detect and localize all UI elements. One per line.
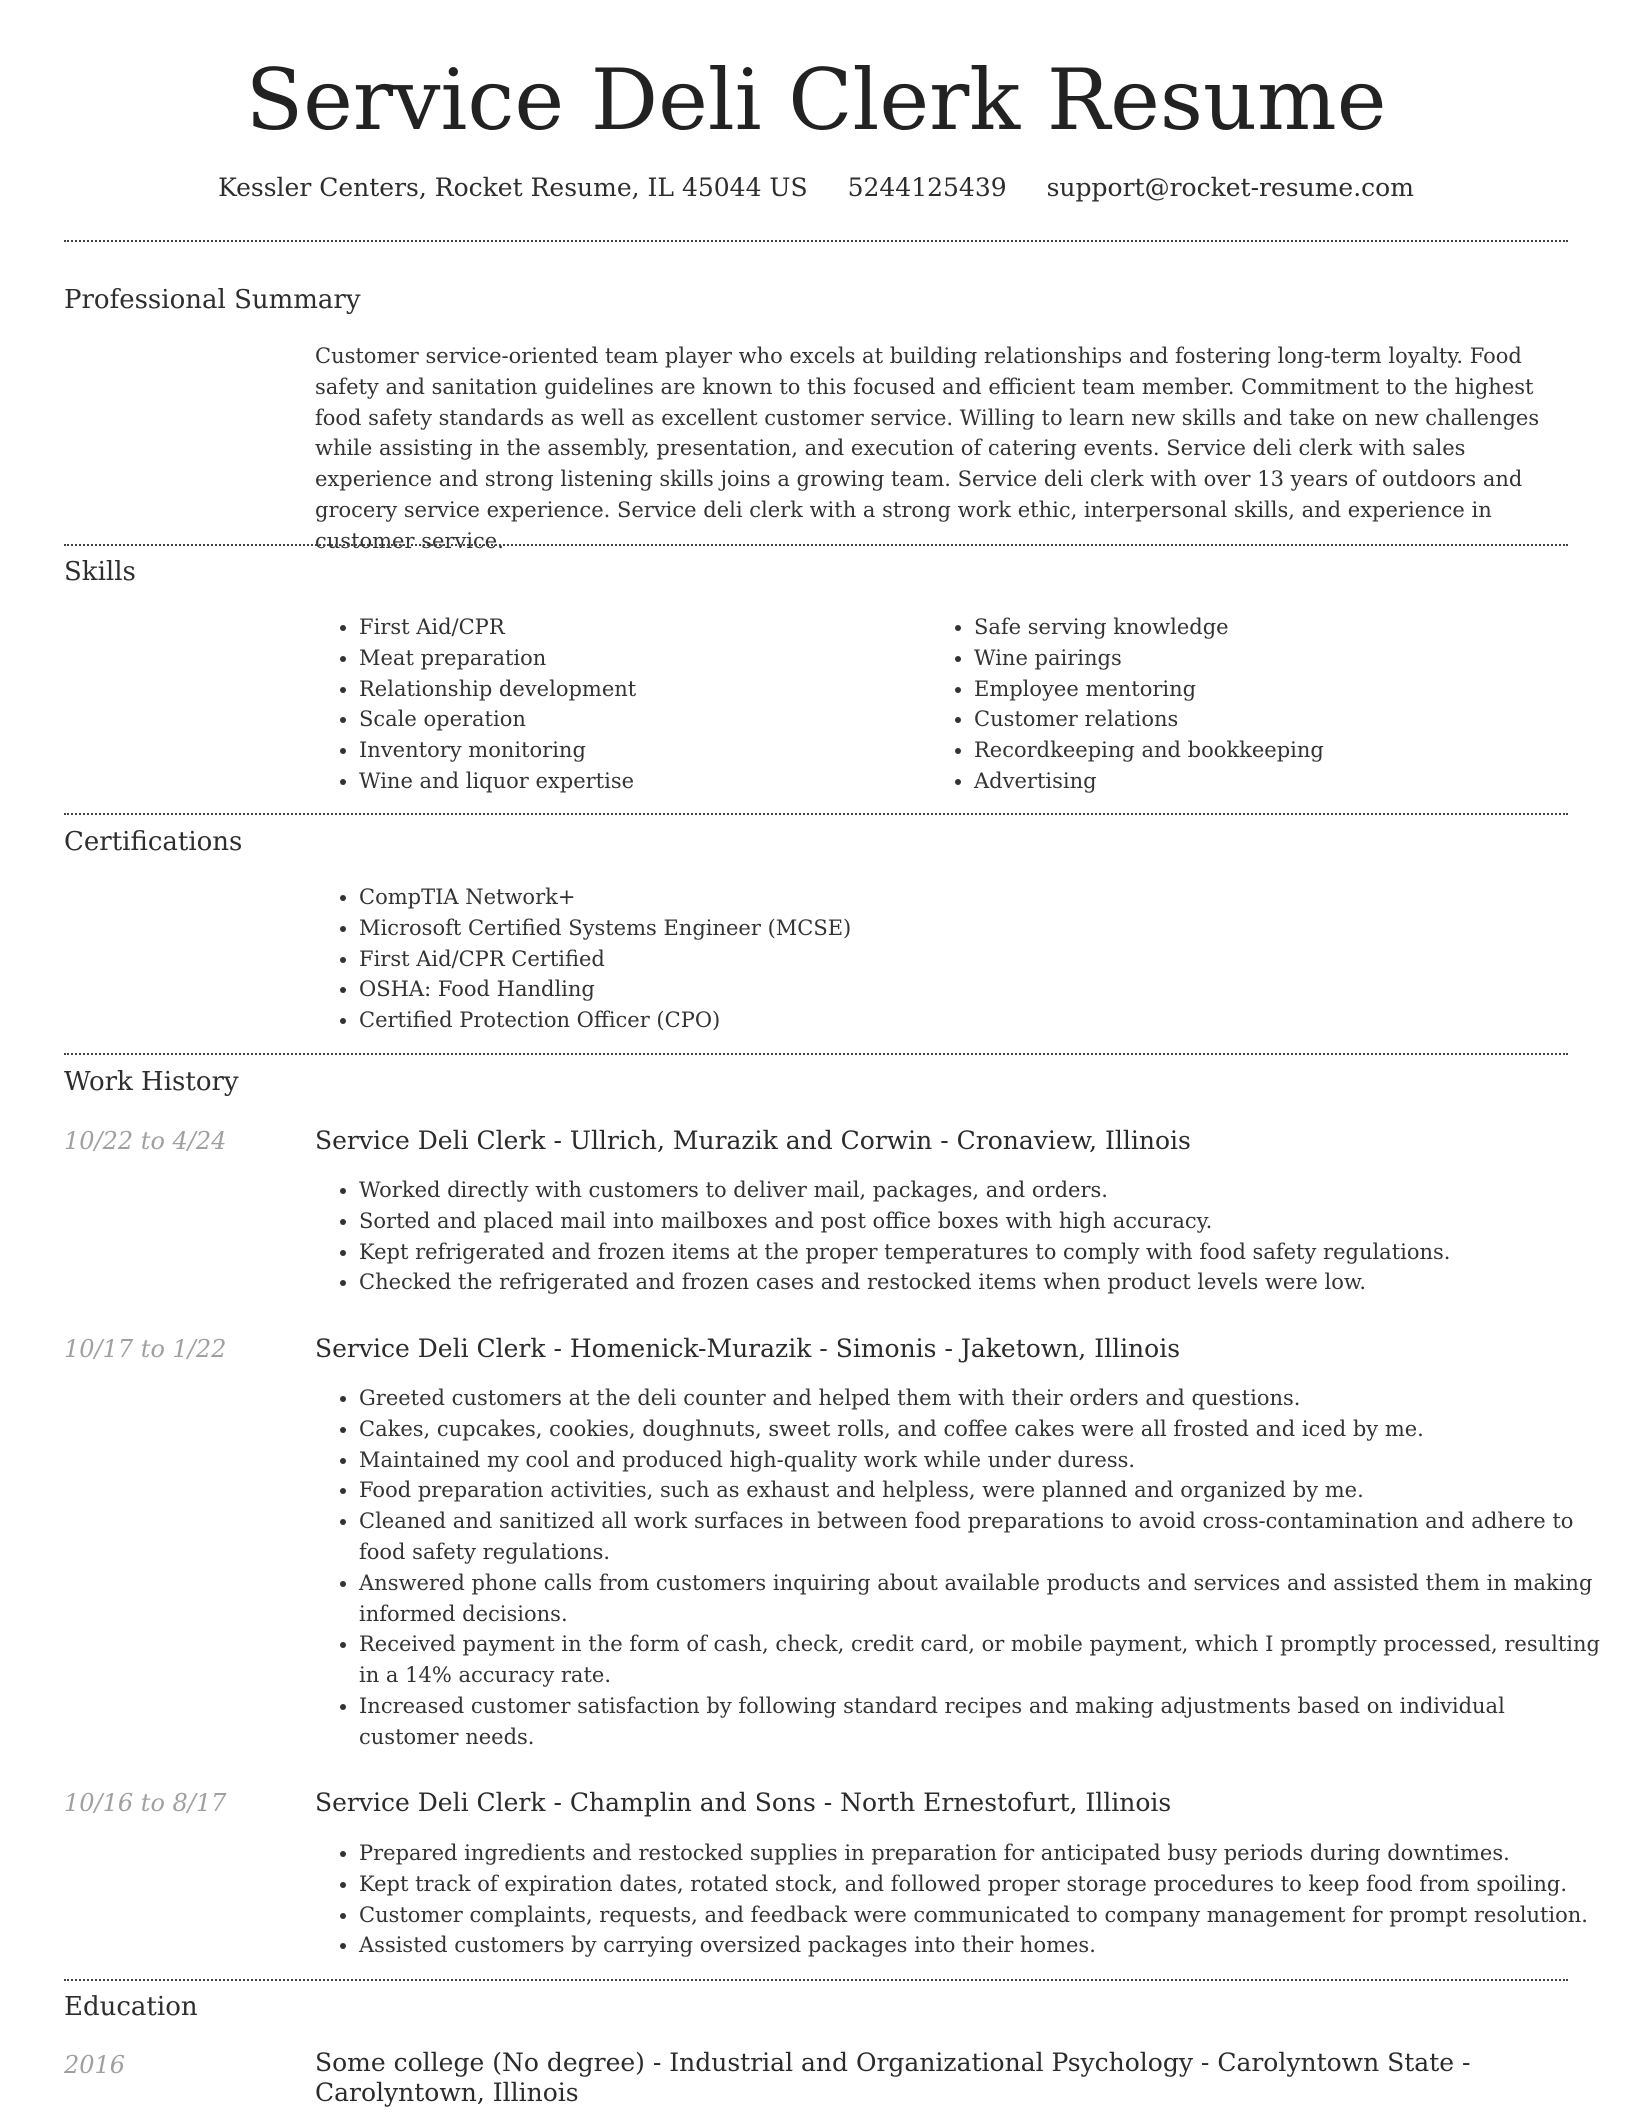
contact-phone: 5244125439 xyxy=(847,173,1007,202)
job-bullet: • Prepared ingredients and restocked supplies in preparation for anticipated busy periods during downtimes. xyxy=(359,1838,1603,1869)
skills-list-right xyxy=(930,612,1574,797)
job-bullet: • Received payment in the form of cash, check, credit card, or mobile payment, which I promptly processed, resulting in a 14% accuracy rate. xyxy=(359,1629,1603,1691)
job-bullet: • Assisted customers by carrying oversized packages into their homes. xyxy=(359,1930,1603,1961)
job-title: Service Deli Clerk - Ullrich, Murazik and Corwin - Cronaview, Illinois xyxy=(315,1126,1191,1155)
certification-item: • Certified Protection Officer (CPO) xyxy=(359,1005,1559,1036)
job-bullet: • Worked directly with customers to deliver mail, packages, and orders. xyxy=(359,1175,1603,1206)
section-divider xyxy=(64,813,1568,815)
job-bullet: • Kept refrigerated and frozen items at the proper temperatures to comply with food safety regulations. xyxy=(359,1237,1603,1268)
skill-item: • Wine and liquor expertise xyxy=(359,766,919,797)
skill-item: • Employee mentoring xyxy=(974,674,1574,705)
contact-email: support@rocket-resume.com xyxy=(1046,173,1414,202)
skill-item: • First Aid/CPR xyxy=(359,612,919,643)
section-divider xyxy=(64,1979,1568,1981)
skill-item: • Scale operation xyxy=(359,704,919,735)
contact-line xyxy=(0,170,1632,206)
certification-item: • OSHA: Food Handling xyxy=(359,974,1559,1005)
resume-title: Service Deli Clerk Resume xyxy=(245,51,1387,149)
job-bullet: • Checked the refrigerated and frozen cases and restocked items when product levels were low. xyxy=(359,1267,1603,1298)
certification-item: • CompTIA Network+ xyxy=(359,882,1559,913)
summary-heading: Professional Summary xyxy=(64,285,361,315)
section-divider xyxy=(64,1053,1568,1055)
job-bullet: • Food preparation activities, such as exhaust and helpless, were planned and organized by me. xyxy=(359,1475,1603,1506)
certifications-heading: Certifications xyxy=(64,827,243,857)
contact-address: Kessler Centers, Rocket Resume, IL 45044 US xyxy=(218,173,808,202)
job-title: Service Deli Clerk - Champlin and Sons - North Ernestofurt, Illinois xyxy=(315,1788,1172,1817)
skills-heading: Skills xyxy=(64,557,136,587)
job-bullet: • Greeted customers at the deli counter and helped them with their orders and questions. xyxy=(359,1383,1603,1414)
job-dates: 10/22 to 4/24 xyxy=(64,1127,227,1155)
skill-item: • Customer relations xyxy=(974,704,1574,735)
section-divider xyxy=(64,544,1568,546)
job-bullet: • Cakes, cupcakes, cookies, doughnuts, sweet rolls, and coffee cakes were all frosted and iced by me. xyxy=(359,1414,1603,1445)
job-bullet: • Sorted and placed mail into mailboxes and post office boxes with high accuracy. xyxy=(359,1206,1603,1237)
job-bullets xyxy=(315,1383,1603,1753)
skill-item: • Advertising xyxy=(974,766,1574,797)
job-bullets xyxy=(315,1175,1603,1298)
job-dates: 10/16 to 8/17 xyxy=(64,1789,227,1817)
job-title: Service Deli Clerk - Homenick-Murazik - Simonis - Jaketown, Illinois xyxy=(315,1334,1181,1363)
certification-item: • First Aid/CPR Certified xyxy=(359,944,1559,975)
education-title: Some college (No degree) - Industrial and Organizational Psychology - Carolyntown State - Carolyntown, Illinois xyxy=(315,2048,1471,2107)
job-bullet: • Kept track of expiration dates, rotated stock, and followed proper storage procedures to keep food from spoiling. xyxy=(359,1869,1603,1900)
skill-item: • Meat preparation xyxy=(359,643,919,674)
skill-item: • Inventory monitoring xyxy=(359,735,919,766)
section-divider xyxy=(64,240,1568,242)
education-year: 2016 xyxy=(64,2051,126,2079)
skill-item: • Recordkeeping and bookkeeping xyxy=(974,735,1574,766)
education-heading: Education xyxy=(64,1992,198,2022)
certifications-list xyxy=(315,882,1559,1036)
skill-item: • Wine pairings xyxy=(974,643,1574,674)
certification-item: • Microsoft Certified Systems Engineer (MCSE) xyxy=(359,913,1559,944)
job-bullet: • Maintained my cool and produced high-quality work while under duress. xyxy=(359,1445,1603,1476)
work-history-heading: Work History xyxy=(64,1067,239,1097)
job-bullet: • Increased customer satisfaction by following standard recipes and making adjustments based on individual customer needs. xyxy=(359,1691,1603,1753)
job-dates: 10/17 to 1/22 xyxy=(64,1335,227,1363)
summary-text: Customer service-oriented team player who excels at building relationships and fostering long-term loyalty. Food safety and sanitation guidelines are known to this focused and efficient team member. Commitment to the highest food safety standards as well as excellent customer service. Willing to learn new skills and take on new challenges while assisting in the assembly, presentation, and execution of catering events. Service deli clerk with sales experience and strong listening skills joins a growing team. Service deli clerk with over 13 years of outdoors and grocery service experience. Service deli clerk with a strong work ethic, interpersonal skills, and experience in customer service. xyxy=(315,344,1540,553)
job-bullet: • Answered phone calls from customers inquiring about available products and services and assisted them in making informed decisions. xyxy=(359,1568,1603,1630)
skill-item: • Relationship development xyxy=(359,674,919,705)
job-bullets xyxy=(315,1838,1603,1961)
job-bullet: • Cleaned and sanitized all work surfaces in between food preparations to avoid cross-contamination and adhere to food safety regulations. xyxy=(359,1506,1603,1568)
job-bullet: • Customer complaints, requests, and feedback were communicated to company management for prompt resolution. xyxy=(359,1900,1603,1931)
skills-list-left xyxy=(315,612,919,797)
skill-item: • Safe serving knowledge xyxy=(974,612,1574,643)
